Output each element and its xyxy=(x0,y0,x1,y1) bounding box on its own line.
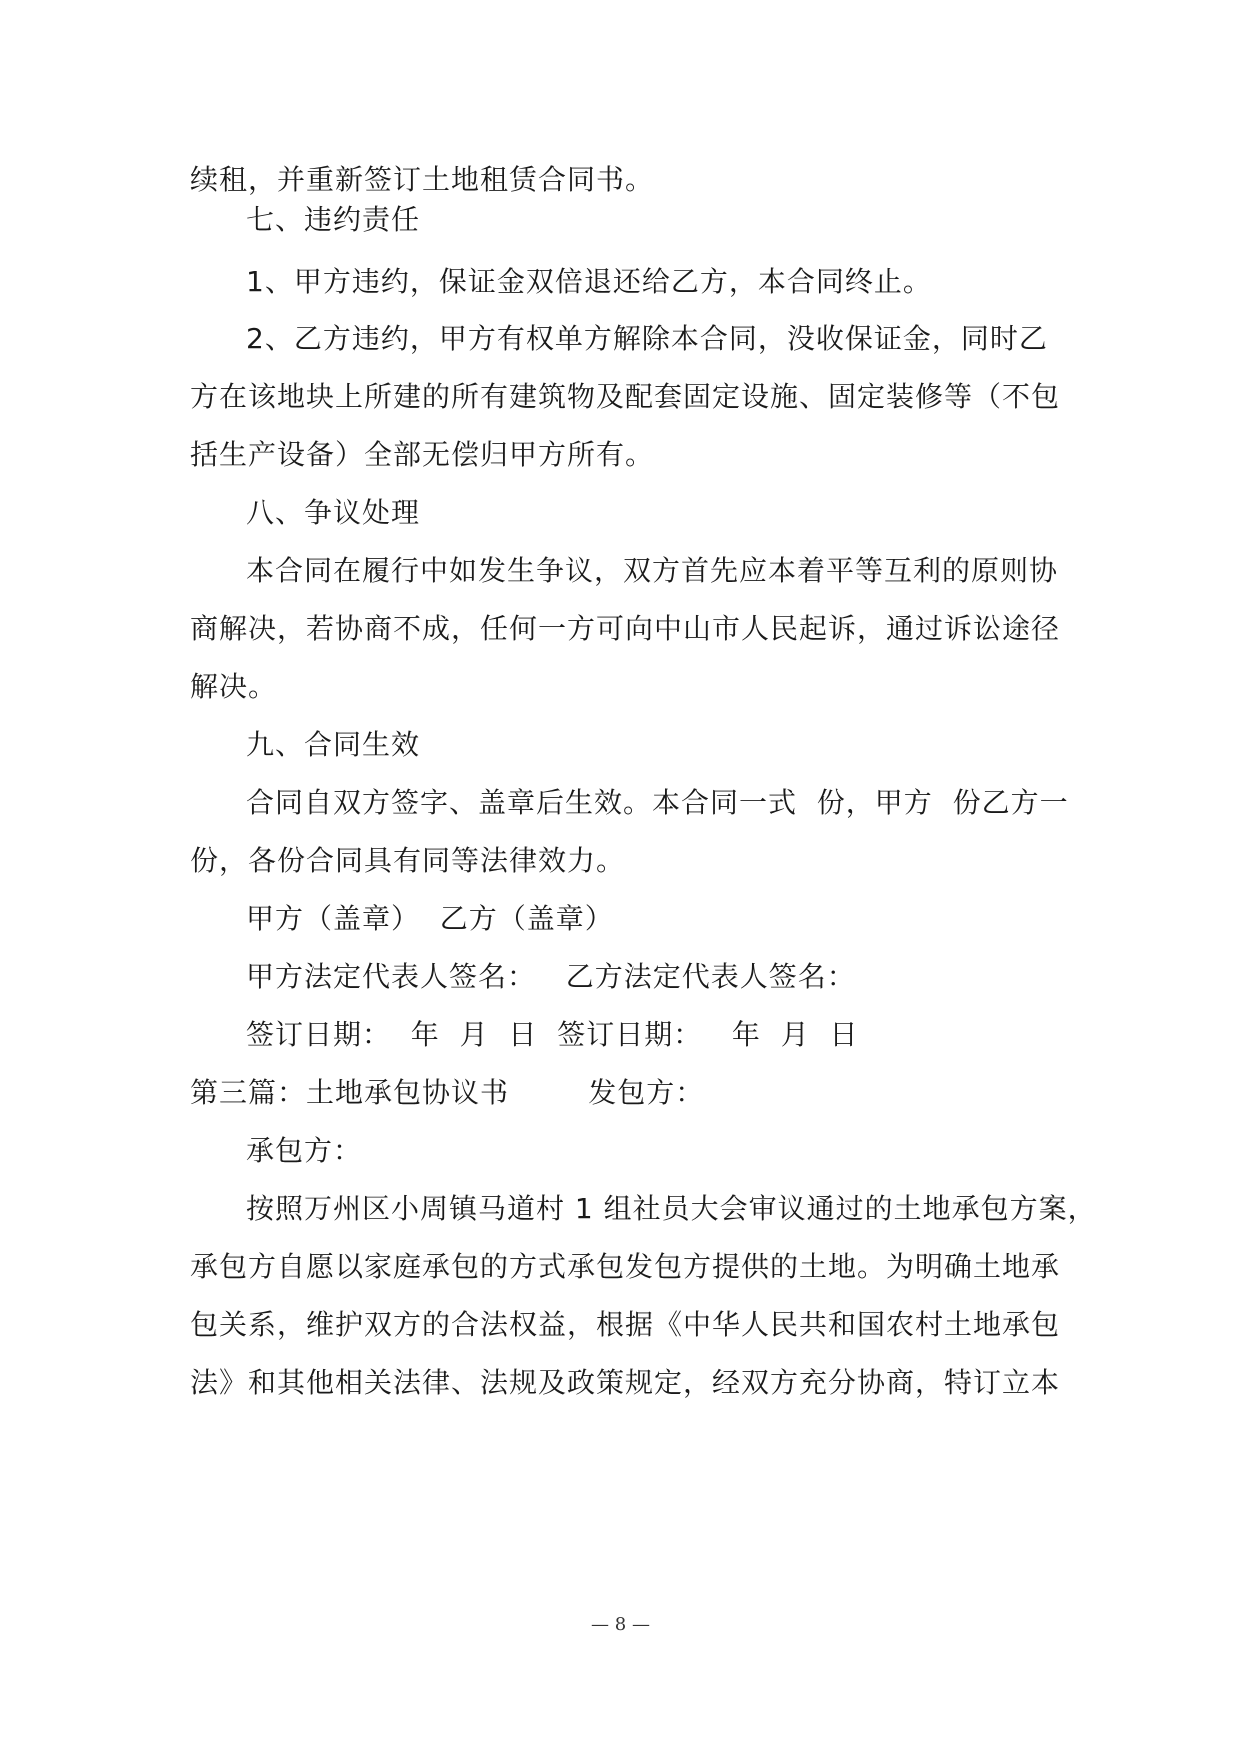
section-heading: 八、争议处理 xyxy=(246,496,421,529)
text-line: 解决。 xyxy=(190,670,278,703)
page-number: — 8 — xyxy=(591,1614,650,1635)
date-line: 签订日期： 年 月 日 签订日期： 年 月 日 xyxy=(246,1018,859,1051)
text-line: 续租，并重新签订土地租赁合同书。 xyxy=(190,163,655,196)
signature-line: 甲方（盖章） 乙方（盖章） xyxy=(246,902,614,935)
text-line: 承包方： xyxy=(246,1134,363,1167)
text-line: 括生产设备）全部无偿归甲方所有。 xyxy=(190,438,655,471)
signature-line: 甲方法定代表人签名： 乙方法定代表人签名： xyxy=(246,960,856,993)
text-line: 本合同在履行中如发生争议，双方首先应本着平等互利的原则协 xyxy=(246,554,1059,587)
text-line: 2、乙方违约，甲方有权单方解除本合同，没收保证金，同时乙 xyxy=(246,322,1048,355)
text-line: 包关系，维护双方的合法权益，根据《中华人民共和国农村土地承包 xyxy=(190,1308,1061,1341)
text-line: 份，各份合同具有同等法律效力。 xyxy=(190,844,626,877)
text-line: 合同自双方签字、盖章后生效。本合同一式 份，甲方 份乙方一 xyxy=(246,786,1069,819)
text-line: 按照万州区小周镇马道村 1 组社员大会审议通过的土地承包方案， xyxy=(246,1192,1097,1225)
text-line: 1、甲方违约，保证金双倍退还给乙方，本合同终止。 xyxy=(246,265,932,298)
section-heading: 九、合同生效 xyxy=(246,728,421,761)
chapter-title: 第三篇：土地承包协议书 发包方： xyxy=(190,1076,705,1109)
text-line: 方在该地块上所建的所有建筑物及配套固定设施、固定装修等（不包 xyxy=(190,380,1061,413)
text-line: 商解决，若协商不成，任何一方可向中山市人民起诉，通过诉讼途径 xyxy=(190,612,1061,645)
text-line: 法》和其他相关法律、法规及政策规定，经双方充分协商，特订立本 xyxy=(190,1366,1061,1399)
text-line: 承包方自愿以家庭承包的方式承包发包方提供的土地。为明确土地承 xyxy=(190,1250,1061,1283)
section-heading: 七、违约责任 xyxy=(246,203,421,236)
